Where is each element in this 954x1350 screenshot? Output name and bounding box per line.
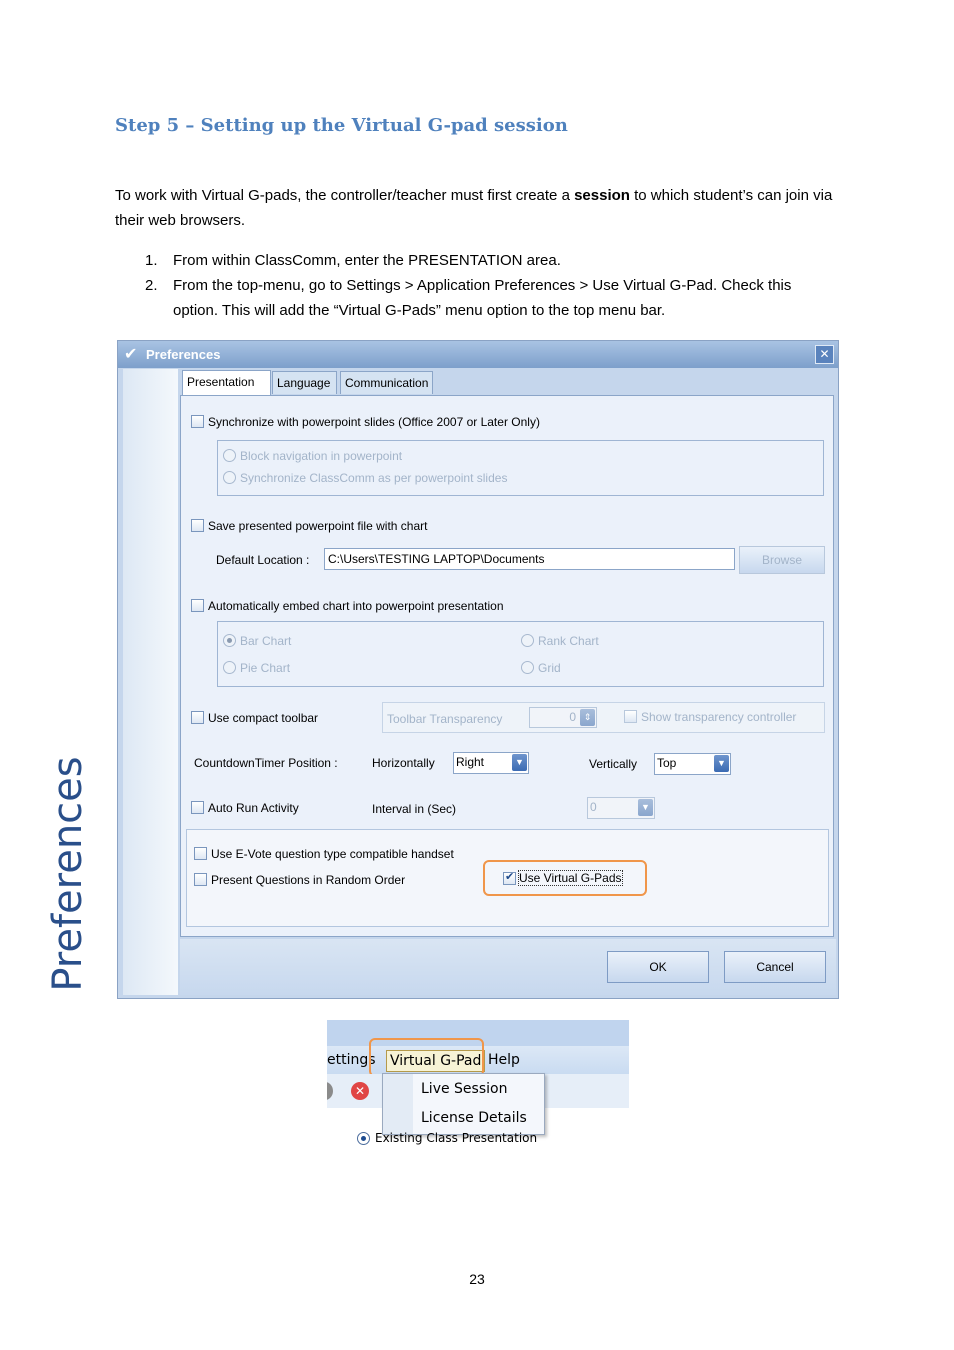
intro-paragraph: To work with Virtual G-pads, the controller/teacher must first create a session to which student’s can join via their web browsers. — [115, 187, 833, 229]
save-checkbox[interactable] — [191, 519, 204, 532]
compact-toolbar-checkbox[interactable] — [191, 711, 204, 724]
bar-chart-radio[interactable] — [223, 634, 236, 647]
default-location-input[interactable]: C:\Users\TESTING LAPTOP\Documents — [324, 548, 735, 570]
menu-item-license-details[interactable]: License Details — [421, 1110, 527, 1126]
section-heading: Step 5 – Setting up the Virtual G-pad session — [115, 115, 568, 136]
existing-radio[interactable] — [357, 1132, 370, 1145]
countdown-label: CountdownTimer Position : — [194, 756, 338, 770]
spinner-icon[interactable]: ⇕ — [580, 709, 595, 726]
random-order-label: Present Questions in Random Order — [211, 873, 406, 887]
block-nav-radio[interactable] — [223, 449, 236, 462]
checkmark-icon: ✔ — [124, 346, 138, 363]
transparency-spinner[interactable]: 0 ⇕ — [529, 707, 597, 728]
virtual-gpad-dropdown — [382, 1073, 545, 1135]
tab-communication[interactable]: Communication — [340, 371, 433, 394]
vertical-select[interactable]: Top ▼ — [654, 753, 731, 775]
rank-chart-label: Rank Chart — [538, 634, 599, 648]
tab-presentation[interactable]: Presentation — [182, 370, 271, 395]
presentation-panel — [180, 395, 834, 937]
show-transparency-label: Show transparency controller — [641, 710, 797, 724]
sync-options-group — [217, 440, 824, 496]
sidebar-label: Preferences — [45, 756, 91, 992]
highlight-box — [483, 860, 647, 896]
toolbar-transparency-label: Toolbar Transparency — [387, 712, 503, 726]
menu-highlight-box — [369, 1038, 484, 1077]
default-location-label: Default Location : — [216, 553, 310, 567]
auto-run-label: Auto Run Activity — [208, 801, 299, 815]
evote-checkbox[interactable] — [194, 847, 207, 860]
auto-embed-checkbox[interactable] — [191, 599, 204, 612]
pie-chart-label: Pie Chart — [240, 661, 291, 675]
dialog-titlebar — [118, 341, 838, 368]
close-icon[interactable]: ✕ — [351, 1082, 369, 1100]
handset-options-group — [186, 829, 829, 927]
sync-label: Synchronize with powerpoint slides (Office 2007 or Later Only) — [208, 415, 540, 429]
rank-chart-radio[interactable] — [521, 634, 534, 647]
chevron-down-icon: ▼ — [714, 755, 729, 772]
bar-chart-label: Bar Chart — [240, 634, 292, 648]
tab-language[interactable]: Language — [272, 371, 337, 394]
list-item: 2. From the top-menu, go to Settings > Application Preferences > Use Virtual G-Pad. Check this option. This will add the “Virtual G-Pads” menu option to the top menu bar. — [145, 277, 792, 319]
transparency-group — [382, 702, 825, 733]
list-item: 1. From within ClassComm, enter the PRESENTATION area. — [145, 252, 561, 269]
sync-classcomm-label: Synchronize ClassComm as per powerpoint slides — [240, 471, 508, 485]
grid-radio[interactable] — [521, 661, 534, 674]
sync-checkbox[interactable] — [191, 415, 204, 428]
ok-button[interactable]: OK — [607, 951, 709, 983]
random-order-checkbox[interactable] — [194, 873, 207, 886]
pie-chart-radio[interactable] — [223, 661, 236, 674]
virtual-gpads-label: Use Virtual G-Pads — [519, 871, 622, 885]
page-number: 23 — [469, 1271, 485, 1287]
dialog-title: Preferences — [146, 347, 221, 362]
preferences-dialog — [45, 340, 839, 999]
grid-label: Grid — [538, 661, 561, 675]
dialog-footer — [180, 939, 836, 995]
close-icon[interactable]: ✕ — [815, 345, 834, 364]
block-nav-label: Block navigation in powerpoint — [240, 449, 403, 463]
existing-label: Existing Class Presentation — [375, 1131, 538, 1145]
horizontally-label: Horizontally — [372, 756, 435, 770]
auto-embed-label: Automatically embed chart into powerpoint presentation — [208, 599, 504, 613]
dialog-sidebar — [45, 369, 178, 995]
compact-toolbar-label: Use compact toolbar — [208, 711, 319, 725]
interval-select[interactable]: 0 ▼ — [587, 797, 655, 819]
menu-item-live-session[interactable]: Live Session — [421, 1081, 508, 1097]
steps-list — [115, 248, 840, 323]
menu-virtual-gpad[interactable]: Virtual G-Pad — [386, 1050, 485, 1072]
horizontal-select[interactable]: Right ▼ — [453, 752, 529, 774]
chevron-down-icon: ▼ — [638, 799, 653, 816]
cancel-button[interactable]: Cancel — [724, 951, 826, 983]
chevron-down-icon: ▼ — [512, 754, 527, 771]
menu-help[interactable]: Help — [488, 1052, 520, 1068]
vertically-label: Vertically — [589, 757, 638, 771]
auto-run-checkbox[interactable] — [191, 801, 204, 814]
menu-screenshot — [327, 1020, 629, 1148]
sync-classcomm-radio[interactable] — [223, 471, 236, 484]
save-label: Save presented powerpoint file with chart — [208, 519, 428, 533]
dropdown-gutter — [383, 1074, 413, 1134]
interval-label: Interval in (Sec) — [372, 802, 457, 816]
menu-settings[interactable]: ettings — [327, 1052, 376, 1068]
browse-button[interactable]: Browse — [739, 546, 825, 574]
show-transparency-checkbox[interactable] — [624, 710, 637, 723]
evote-label: Use E-Vote question type compatible handset — [211, 847, 454, 861]
chart-type-group — [217, 621, 824, 687]
